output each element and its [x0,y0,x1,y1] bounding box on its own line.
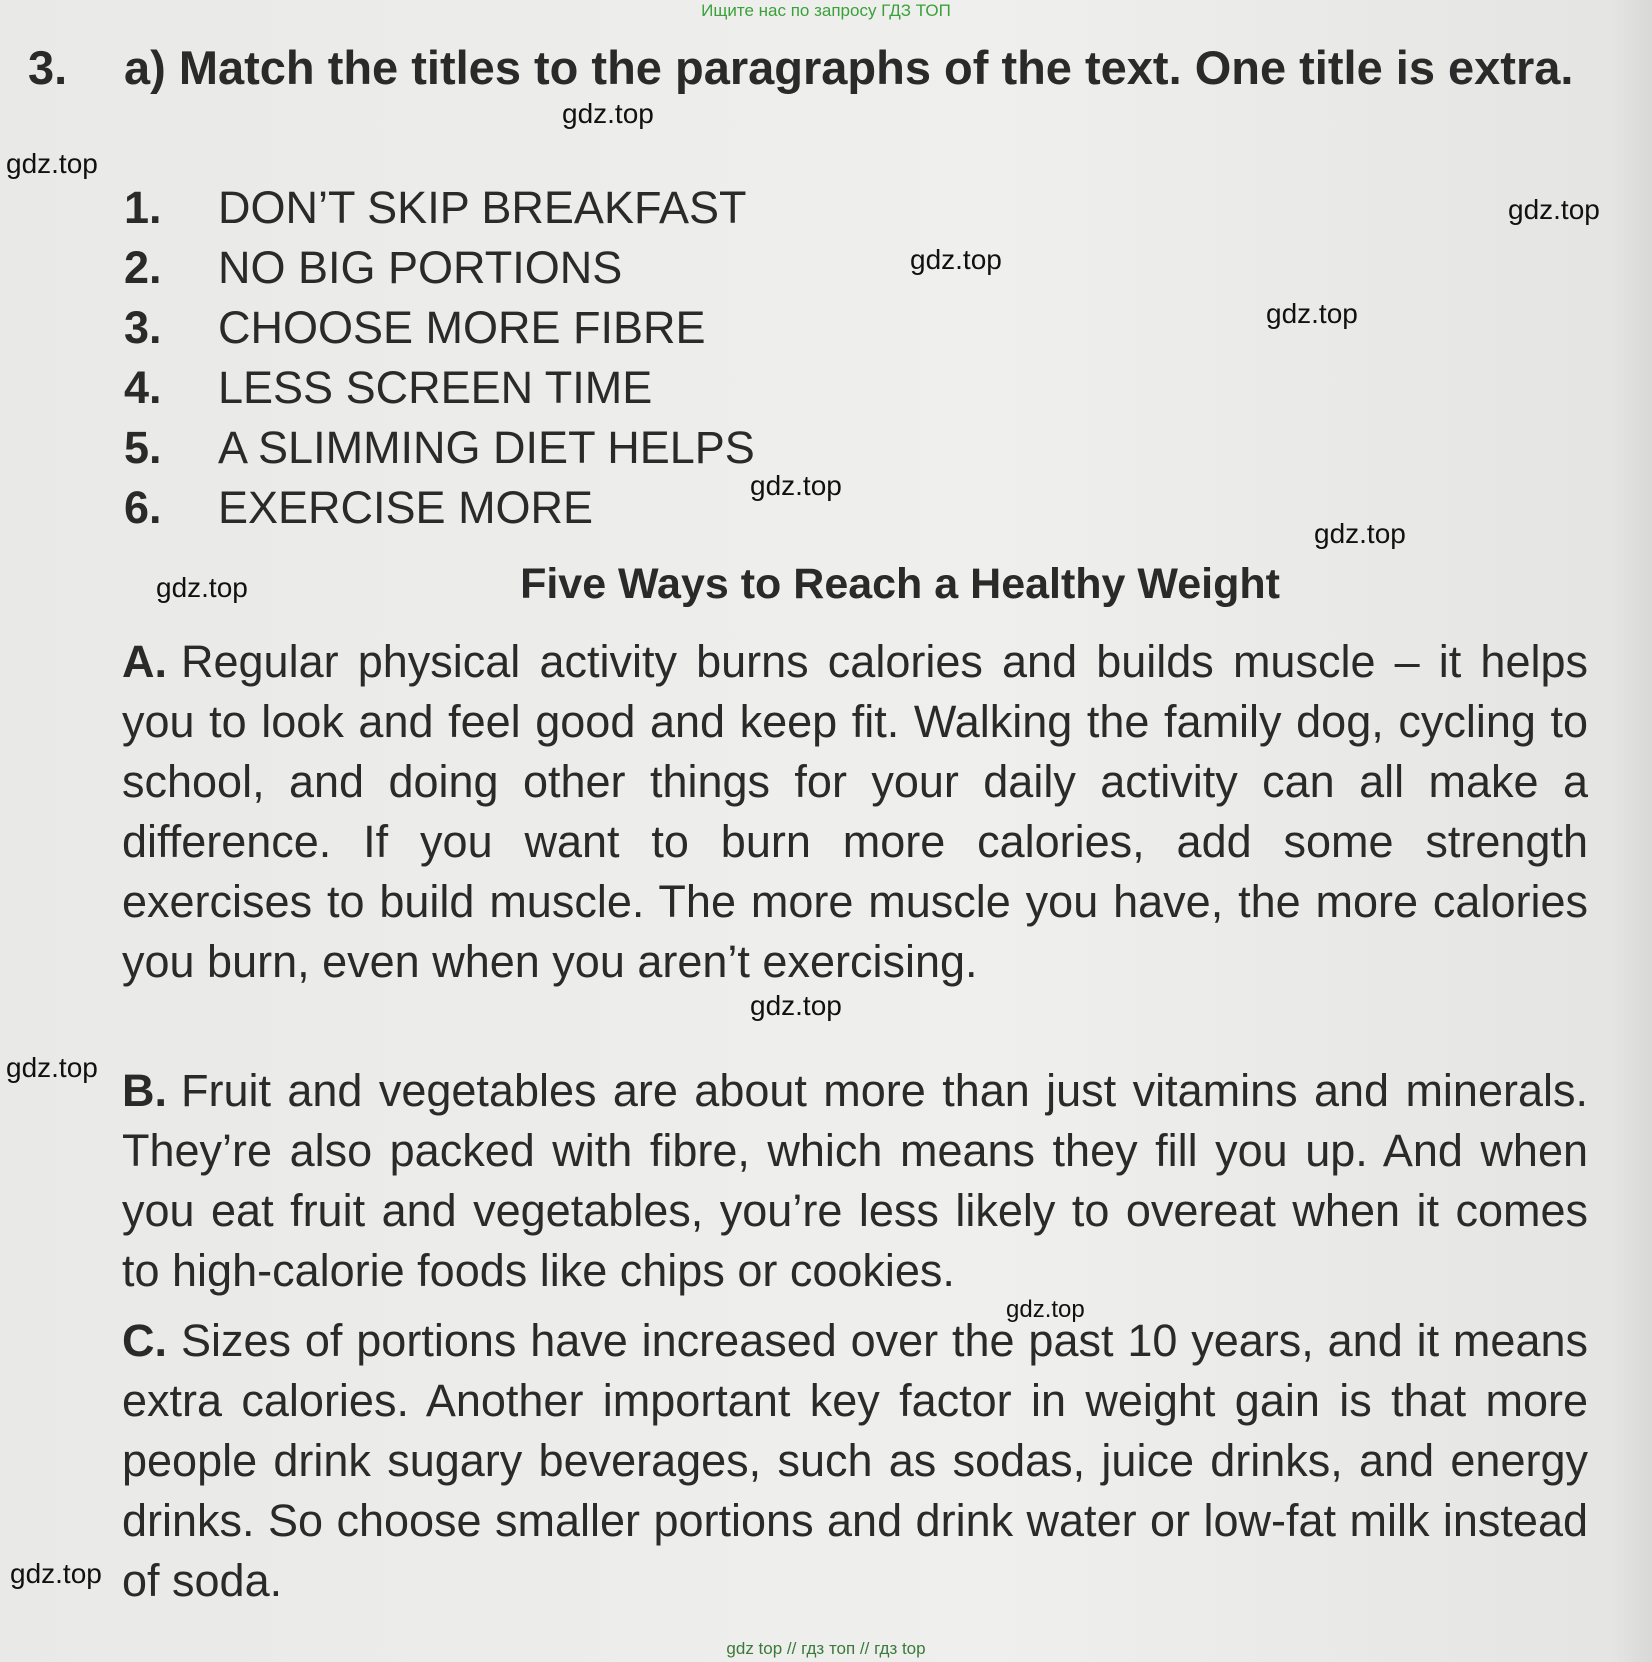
title-item [124,358,755,418]
paragraph-letter: B. [122,1065,167,1116]
title-text: NO BIG PORTIONS [218,242,623,293]
watermark: gdz.top [750,990,842,1021]
title-number: 5. [124,422,162,473]
title-item [124,178,755,238]
title-number: 3. [124,302,162,353]
paragraph-b [122,1061,1588,1301]
title-text: A SLIMMING DIET HELPS [218,422,755,473]
text-title: Five Ways to Reach a Healthy Weight [520,560,1280,608]
watermark: gdz.top [6,148,98,179]
watermark: gdz.top [1006,1296,1085,1323]
watermark: gdz.top [10,1558,102,1589]
title-text: EXERCISE MORE [218,482,594,533]
title-number: 1. [124,182,162,233]
title-text: DON’T SKIP BREAKFAST [218,182,747,233]
watermark: gdz.top [1314,518,1406,549]
exercise-number: 3. [28,41,68,94]
title-number: 4. [124,362,162,413]
watermark: gdz.top [6,1052,98,1083]
watermark: gdz.top [1266,298,1358,329]
titles-list [124,178,755,538]
page-edge-shadow [1612,0,1652,1662]
watermark: gdz.top [562,98,654,129]
top-banner: Ищите нас по запросу ГДЗ ТОП [701,1,951,20]
title-item [124,298,755,358]
paragraph-text: Sizes of portions have increased over the past 10 years, and it means extra calories. Another important key factor in weight gain is that more people drink sugary beverages, such as sodas, juice drinks, and energy drinks. So choose smaller portions and drink water or low-fat milk instead of soda. [122,1315,1588,1606]
title-text: CHOOSE MORE FIBRE [218,302,706,353]
title-item [124,478,755,538]
title-number: 6. [124,482,162,533]
paragraph-text: Fruit and vegetables are about more than just vitamins and minerals. They’re also packed with fibre, which means they fill you up. And when you eat fruit and vegetables, you’re less likely to overeat when it comes to high-calorie foods like chips or cookies. [122,1065,1588,1296]
paragraph-text: Regular physical activity burns calories and builds muscle – it helps you to look and feel good and keep fit. Walking the family dog, cycling to school, and doing other things for your daily activity can all make a difference. If you want to burn more calories, add some strength exercises to build muscle. The more muscle you have, the more calories you burn, even when you aren’t exercising. [122,636,1588,987]
bottom-banner: gdz top // гдз топ // гдз top [726,1639,926,1658]
watermark: gdz.top [750,470,842,501]
watermark: gdz.top [910,244,1002,275]
title-text: LESS SCREEN TIME [218,362,653,413]
paragraph-letter: A. [122,636,167,687]
watermark: gdz.top [156,572,248,603]
title-item [124,418,755,478]
paragraph-a [122,632,1588,992]
title-number: 2. [124,242,162,293]
watermark: gdz.top [1508,194,1600,225]
title-item [124,238,755,298]
paragraph-c [122,1311,1588,1611]
paragraph-letter: C. [122,1315,167,1366]
exercise-task: a) Match the titles to the paragraphs of the text. One title is extra. [124,41,1574,94]
